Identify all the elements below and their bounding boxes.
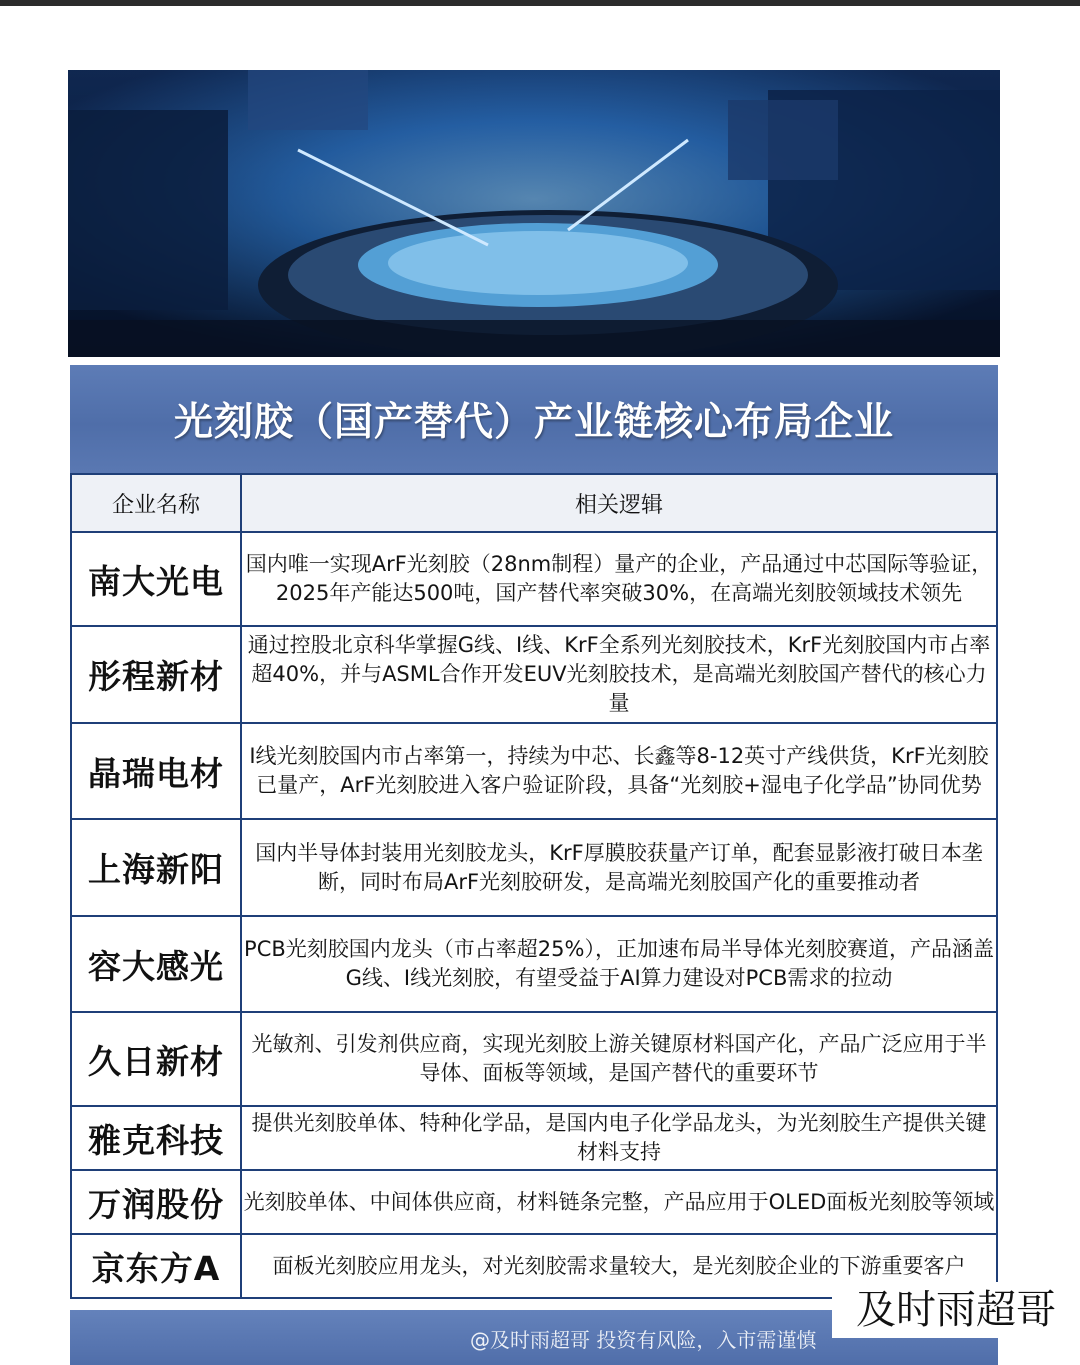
company-logic: I线光刻胶国内市占率第一，持续为中芯、长鑫等8-12英寸产线供货，KrF光刻胶已量产，ArF光刻胶进入客户验证阶段，具备“光刻胶+湿电子化学品”协同优势 — [241, 723, 997, 819]
company-logic: 国内半导体封装用光刻胶龙头，KrF厚膜胶获量产订单，配套显影液打破日本垄断，同时布局ArF光刻胶研发，是高端光刻胶国产化的重要推动者 — [241, 819, 997, 916]
lithography-photo — [68, 70, 1000, 357]
table-row — [71, 1012, 997, 1106]
company-logic: 提供光刻胶单体、特种化学品，是国内电子化学品龙头，为光刻胶生产提供关键材料支持 — [241, 1106, 997, 1170]
header-company-name: 企业名称 — [71, 474, 241, 532]
company-logic: 通过控股北京科华掌握G线、I线、KrF全系列光刻胶技术，KrF光刻胶国内市占率超40%，并与ASML合作开发EUV光刻胶技术，是高端光刻胶国产替代的核心力量 — [241, 626, 997, 723]
table-row — [71, 626, 997, 723]
header-logic: 相关逻辑 — [241, 474, 997, 532]
company-name: 容大感光 — [71, 916, 241, 1012]
company-logic: PCB光刻胶国内龙头（市占率超25%），正加速布局半导体光刻胶赛道，产品涵盖G线、I线光刻胶，有望受益于AI算力建设对PCB需求的拉动 — [241, 916, 997, 1012]
table-row — [71, 916, 997, 1012]
table-row — [71, 532, 997, 626]
company-table — [70, 473, 998, 1299]
company-name: 上海新阳 — [71, 819, 241, 916]
photo-separator — [68, 357, 1000, 365]
company-name: 京东方A — [71, 1234, 241, 1298]
company-name: 晶瑞电材 — [71, 723, 241, 819]
company-name: 彤程新材 — [71, 626, 241, 723]
table-row — [71, 1106, 997, 1170]
footer-text: @及时雨超哥 投资有风险，入市需谨慎 — [470, 1328, 817, 1352]
infographic-card — [68, 70, 1000, 1365]
company-name: 南大光电 — [71, 532, 241, 626]
author-watermark: 及时雨超哥 — [832, 1282, 1080, 1338]
page-title: 光刻胶（国产替代）产业链核心布局企业 — [173, 399, 894, 445]
company-logic: 光敏剂、引发剂供应商，实现光刻胶上游关键原材料国产化，产品广泛应用于半导体、面板等领域，是国产替代的重要环节 — [241, 1012, 997, 1106]
table-row — [71, 819, 997, 916]
title-band — [70, 365, 998, 473]
company-name: 雅克科技 — [71, 1106, 241, 1170]
table-header-row — [71, 474, 997, 532]
top-bar — [0, 0, 1080, 6]
company-logic: 光刻胶单体、中间体供应商，材料链条完整，产品应用于OLED面板光刻胶等领域 — [241, 1170, 997, 1234]
wafer-machine-illustration — [68, 70, 1000, 357]
company-logic: 国内唯一实现ArF光刻胶（28nm制程）量产的企业，产品通过中芯国际等验证，2025年产能达500吨，国产替代率突破30%，在高端光刻胶领域技术领先 — [241, 532, 997, 626]
company-name: 久日新材 — [71, 1012, 241, 1106]
company-name: 万润股份 — [71, 1170, 241, 1234]
company-logic: 面板光刻胶应用龙头，对光刻胶需求量较大，是光刻胶企业的下游重要客户 — [241, 1234, 997, 1298]
table-row — [71, 1170, 997, 1234]
table-row — [71, 723, 997, 819]
